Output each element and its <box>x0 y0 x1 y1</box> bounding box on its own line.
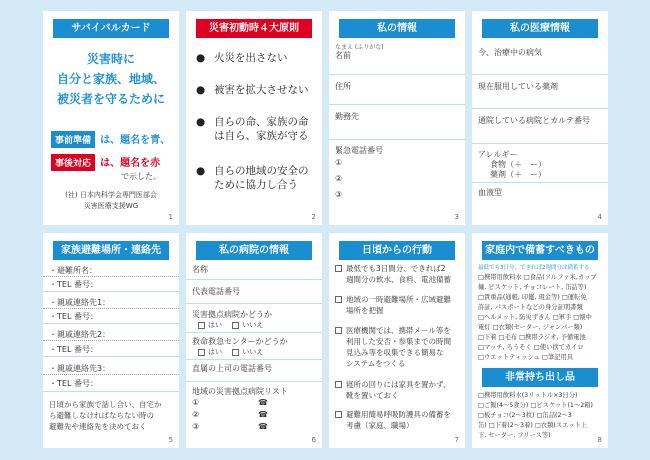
action-line: 靴を置いておく <box>346 391 399 400</box>
action-line: 場所を把握 <box>346 306 384 315</box>
divider <box>472 182 608 183</box>
principle-text: 自らの地域の安全の <box>214 165 309 177</box>
shelter-tel-field[interactable]: ・TEL 番号： <box>49 280 98 289</box>
organization <box>43 190 179 212</box>
family-note-line: ら避難しなければならない時の <box>49 411 154 420</box>
emergency-item-line: □携帯用飲料水(3リットル×3日分) <box>478 392 578 399</box>
bullet-icon: ● <box>196 52 206 64</box>
divider <box>329 74 465 75</box>
panel-header: 災害初動時４大原則 <box>196 19 312 38</box>
page-number: 5 <box>168 436 173 444</box>
panel-daily-actions <box>329 233 465 448</box>
family-note-line: 避難先や連絡先を決めておく <box>49 422 147 431</box>
hospital-list-item-2[interactable]: ② <box>192 410 200 419</box>
supervisor-phone-field[interactable]: 直属の上司の電話番号 <box>192 364 272 373</box>
yes-checkbox[interactable] <box>198 349 205 356</box>
blood-type-field[interactable]: 血液型 <box>478 188 502 197</box>
yes-label: はい <box>208 348 222 356</box>
emergency-center-options <box>198 347 263 357</box>
hospital-list-item-1[interactable]: ① <box>192 398 200 407</box>
current-disease-field[interactable]: 今、治療中の病気 <box>478 48 542 57</box>
no-label: いいえ <box>242 321 264 329</box>
panel-my-info <box>329 11 465 225</box>
yes-label: はい <box>208 321 222 329</box>
stockpile-line: 許証, パスポートなどの身分証明書類 <box>478 304 583 311</box>
action-item-3 <box>335 325 451 369</box>
action-item-5 <box>335 409 451 431</box>
page-number: 7 <box>454 436 459 444</box>
action-line: 週間分の飲水、食料、電池備蓄 <box>346 275 451 284</box>
emergency-item-line: □板チョコ(2〜3枚) □缶詰(2〜3 <box>478 412 572 419</box>
name-field[interactable]: 名前 <box>335 51 351 60</box>
divider <box>329 139 465 140</box>
shown-text: で示した。 <box>121 172 161 181</box>
emergency-phone-label: 緊急電話番号 <box>335 146 383 155</box>
page-number: 3 <box>454 213 459 221</box>
panel-header: 家庭内で備蓄すべきもの <box>482 241 598 260</box>
principle-text: 被害を拡大させない <box>214 84 309 96</box>
organization-line-2: 災害医療支援WG <box>83 202 139 210</box>
hospital-name-field[interactable]: 名称 <box>192 265 208 274</box>
no-checkbox[interactable] <box>232 322 239 329</box>
action-checkbox[interactable] <box>335 265 342 272</box>
no-checkbox[interactable] <box>232 349 239 356</box>
emergency-items-header: 非常持ち出し品 <box>482 368 598 387</box>
relative-2-tel-field[interactable]: ・TEL 番号： <box>49 345 98 354</box>
emergency-phone-3[interactable]: ③ <box>335 190 343 199</box>
action-line: 見込み等を収集できる簡易な <box>346 348 444 357</box>
divider <box>43 308 179 309</box>
disaster-base-question: 災害拠点病院かどうか <box>192 310 272 319</box>
divider <box>186 332 322 333</box>
no-label: いいえ <box>242 348 264 356</box>
workplace-field[interactable]: 勤務先 <box>335 112 359 121</box>
drug-allergy-field[interactable]: 薬剤（＋ ー） <box>490 170 546 179</box>
current-drugs-field[interactable]: 現在服用している薬剤 <box>478 82 558 91</box>
stockpile-subtitle: 最低でも3日分、できれば2週間分は備蓄する <box>478 265 590 271</box>
panel-survival-card <box>43 11 179 225</box>
title-line-3: 被災者を守るために <box>56 92 165 106</box>
divider <box>472 74 608 75</box>
divider <box>43 276 179 277</box>
address-field[interactable]: 住所 <box>335 82 351 91</box>
stockpile-line: □ヘルメット, 防災ずきん □軍手 □懐中 <box>478 314 592 321</box>
divider <box>43 391 179 392</box>
emergency-item-line: 缶) □下着(2〜3着) □衣類(スエット上 <box>478 422 588 429</box>
allergy-label: アレルギー <box>478 150 518 159</box>
stockpile-line: □ウエットティッシュ □筆記用具 <box>478 354 574 361</box>
divider <box>186 359 322 360</box>
divider <box>472 108 608 109</box>
action-line: 考慮（家庭、職場） <box>346 421 414 430</box>
relative-3-tel-field[interactable]: ・TEL 番号： <box>49 379 98 388</box>
action-line: 寝所の回りには家具を置かず、 <box>346 380 451 389</box>
page-number: 2 <box>311 213 316 221</box>
panel-four-principles <box>186 11 322 225</box>
family-note-line: 日頃から家族で話し合い、自宅か <box>49 400 162 409</box>
divider <box>43 374 179 375</box>
tag-blue-text: は、題名を青、 <box>100 135 171 146</box>
organization-line-1: (社) 日本内科学会専門医部会 <box>65 191 157 199</box>
bullet-icon: ● <box>196 116 206 128</box>
panel-medical-info <box>472 11 608 225</box>
divider <box>329 104 465 105</box>
action-line: システムをつくる <box>346 359 406 368</box>
emergency-items-list <box>478 391 593 441</box>
action-line: 医療機関では、携帯メール等を <box>346 326 451 335</box>
emergency-item-line: □ご飯(4〜5食分) □ビスケット(1〜2箱) <box>478 402 593 409</box>
stockpile-line: □貴重品(通帳, 印鑑, 現金等) □運転免 <box>478 294 587 301</box>
relative-3-field[interactable]: ・親戚連絡先3： <box>49 364 111 373</box>
panel-header: 日頃からの行動 <box>339 241 455 260</box>
hospital-chart-field[interactable]: 通院している病院とカルテ番号 <box>478 116 590 125</box>
title-line-1: 災害時に <box>86 52 135 66</box>
divider <box>472 143 608 144</box>
divider <box>186 279 322 280</box>
legend-red <box>51 151 160 171</box>
relative-1-field[interactable]: ・親戚連絡先1： <box>49 298 111 307</box>
bullet-icon: ● <box>196 84 206 96</box>
divider <box>43 323 179 324</box>
disaster-hospital-list-label: 地域の災害拠点病院リスト <box>192 387 288 396</box>
action-line: 最低でも3日間分、できれば2 <box>346 264 446 273</box>
principle-text-2: は自ら、家族が守る <box>214 130 309 142</box>
panel-header: 私の情報 <box>339 19 455 38</box>
tag-preparation: 事前準備 <box>51 131 95 148</box>
relative-2-field[interactable]: ・親戚連絡先2： <box>49 330 111 339</box>
disaster-base-options <box>198 320 263 330</box>
stockpile-line: 電灯 □衣類(セーター, ジャンパー類) <box>478 324 583 331</box>
panel-family-evacuation <box>43 233 179 448</box>
principle-text: 火災を出さない <box>214 52 288 64</box>
emergency-phone-1[interactable]: ① <box>335 158 343 167</box>
relative-1-tel-field[interactable]: ・TEL 番号： <box>49 312 98 321</box>
phone-icon: ☎ <box>258 410 268 419</box>
stockpile-line: 麺, ビスケット, チョコレート, 缶詰等) <box>478 284 587 291</box>
action-line: 地域の一時避難場所・広域避難 <box>346 295 451 304</box>
main-title <box>43 49 179 109</box>
furigana-label: なまえ (ふりがな) <box>335 44 384 51</box>
action-item-4 <box>335 379 450 401</box>
panel-home-stockpile <box>472 233 608 448</box>
hospital-tel-field[interactable]: 代表電話番号 <box>192 287 240 296</box>
principle-text-2: ために協力し合う <box>214 179 298 191</box>
food-allergy-field[interactable]: 食物（＋ ー） <box>490 160 546 169</box>
stockpile-line: □携帯用飲料水 □食品(アルファ米,カップ <box>478 274 597 281</box>
phone-icon: ☎ <box>258 422 268 431</box>
action-item-1 <box>335 263 451 285</box>
divider <box>186 303 322 304</box>
phone-icon: ☎ <box>258 398 268 407</box>
page-number: 6 <box>311 436 316 444</box>
stockpile-line: □下着 □毛布 □携帯ラジオ, 予備電池 <box>478 334 586 341</box>
title-line-2: 自分と家族、地域、 <box>56 72 165 86</box>
panel-header: サバイバルカード <box>53 19 169 38</box>
principle-text: 自らの命、家族の命 <box>214 116 309 128</box>
stockpile-line: □マッチ, ろうそく □使い捨てカイロ <box>478 344 584 351</box>
action-item-2 <box>335 294 451 316</box>
action-checkbox[interactable] <box>335 296 342 303</box>
divider <box>43 291 179 292</box>
action-checkbox[interactable] <box>335 411 342 418</box>
action-checkbox[interactable] <box>335 327 342 334</box>
family-note <box>49 399 162 432</box>
divider <box>43 340 179 341</box>
action-line: 利用した安否・参集までの時間 <box>346 337 451 346</box>
panel-header: 家族避難場所・連絡先 <box>53 241 169 260</box>
action-line: 避難用簡易呼吸防護具の備蓄を <box>346 410 451 419</box>
page-number: 4 <box>597 213 602 221</box>
emergency-phone-2[interactable]: ② <box>335 174 343 183</box>
yes-checkbox[interactable] <box>198 322 205 329</box>
page-number: 8 <box>597 436 602 444</box>
bullet-icon: ● <box>196 165 206 177</box>
shelter-name-field[interactable]: ・避難所名： <box>49 266 97 275</box>
page-number: 1 <box>168 213 173 221</box>
hospital-list-item-3[interactable]: ③ <box>192 422 200 431</box>
stockpile-list <box>478 273 597 363</box>
panel-hospital-info <box>186 233 322 448</box>
tag-red-text: は、題名を赤 <box>100 158 161 169</box>
emergency-item-line: 下, セーター, フリース等) <box>478 432 551 439</box>
divider <box>186 381 322 382</box>
legend-blue <box>51 128 170 148</box>
tag-response: 事後対応 <box>51 154 95 171</box>
action-checkbox[interactable] <box>335 381 342 388</box>
panel-header: 私の医療情報 <box>482 19 598 38</box>
emergency-center-question: 救命救急センターかどうか <box>192 337 288 346</box>
panel-header: 私の病院の情報 <box>196 241 312 260</box>
divider <box>43 356 179 357</box>
